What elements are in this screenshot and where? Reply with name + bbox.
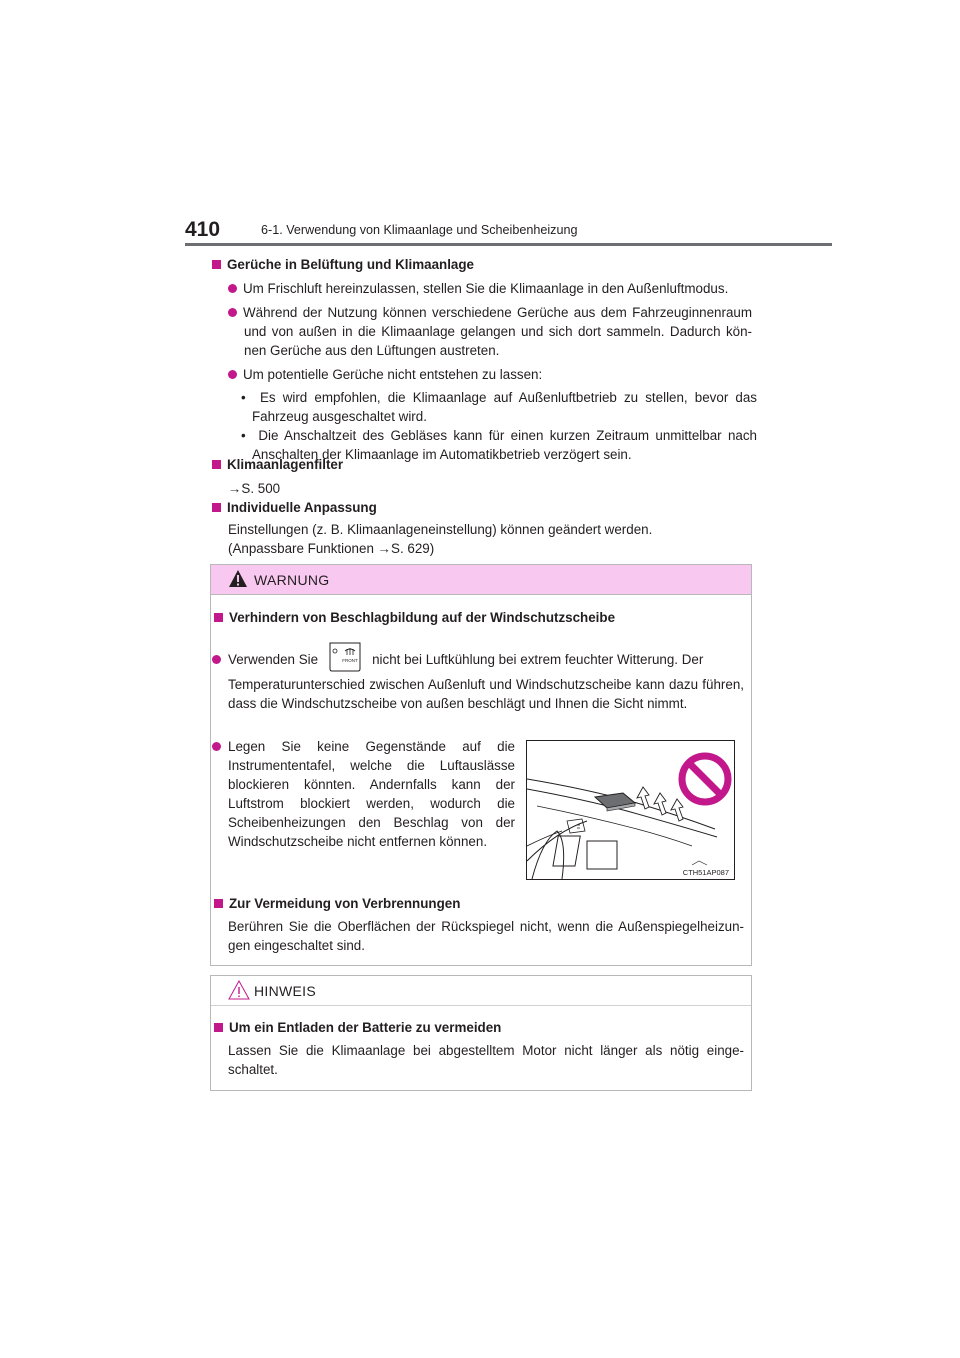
dashboard-drawing: [527, 741, 734, 879]
square-bullet-icon: [214, 899, 223, 908]
dashboard-illustration: [526, 740, 735, 880]
filter-page-ref[interactable]: →S. 500: [228, 481, 281, 496]
header-rule: [185, 243, 832, 246]
warning-objects-text: Legen Sie keine Gegenstände auf die Instrumententafel, welche die Luftauslässe blockieren könnten. Andernfalls kann der Luftstrom blockiert werden, wodurch die Scheibenheizungen den Beschlag von der Windschutzscheibe nicht entfernen können.: [228, 737, 515, 851]
round-bullet-icon: [212, 742, 221, 751]
warning-header: [211, 565, 751, 595]
square-bullet-icon: [212, 503, 221, 512]
square-bullet-icon: [212, 260, 221, 269]
odors-bullet-3: Um potentielle Gerüche nicht entstehen zu lassen:: [228, 365, 752, 384]
warning-label: WARNUNG: [254, 572, 330, 588]
warning-fog-heading: Verhindern von Beschlagbildung auf der Windschutzscheibe: [214, 608, 744, 627]
warning-burns-text: Berühren Sie die Oberflächen der Rückspiegel nicht, wenn die Außenspiegelheizun-gen eingeschaltet sind.: [228, 919, 744, 953]
warning-burns-section: [214, 894, 744, 955]
caution-triangle-icon: [228, 980, 250, 1000]
round-bullet-icon: [228, 308, 237, 317]
note-battery-text: Lassen Sie die Klimaanlage bei abgestelltem Motor nicht länger als nötig einge-schaltet.: [228, 1043, 744, 1077]
warning-triangle-icon: [228, 569, 248, 588]
odors-heading: [212, 255, 752, 274]
warning-fog-rest: Temperaturunterschied zwischen Außenluft und Windschutzscheibe kann dazu führen, dass die Windschutzscheibe von außen beschlägt und Ihnen die Sicht nimmt.: [228, 677, 744, 711]
warning-burns-heading: Zur Vermeidung von Verbrennungen: [214, 894, 744, 913]
filter-section: [212, 455, 752, 498]
front-button-text: FRONT: [342, 658, 358, 663]
odors-sub-2: • Die Anschaltzeit des Gebläses kann für einen kurzen Zeitraum unmittelbar nach Anschalten der Klimaanlage im Automatikbetrieb verzögert sein.: [241, 428, 757, 462]
square-bullet-icon: [214, 1023, 223, 1032]
note-battery-section: [214, 1018, 744, 1079]
note-header: [211, 976, 751, 1006]
page-number: 410: [185, 218, 221, 241]
section-title: 6-1. Verwendung von Klimaanlage und Scheibenheizung: [261, 223, 578, 237]
odors-title: Gerüche in Belüftung und Klimaanlage: [227, 257, 475, 272]
odors-bullet-2: Während der Nutzung können verschiedene Gerüche aus dem Fahrzeuginnenraum und von außen in die Klimaanlage gelangen und sich dort sammeln. Dadurch kön-nen Gerüche aus den Lüftungen austreten.: [228, 303, 752, 360]
round-bullet-icon: [228, 284, 237, 293]
note-label: HINWEIS: [254, 983, 316, 999]
customize-heading: Individuelle Anpassung: [212, 498, 752, 517]
square-bullet-icon: [214, 613, 223, 622]
customize-line-2: (Anpassbare Funktionen →S. 629): [228, 541, 435, 556]
odors-sub-1: • Es wird empfohlen, die Klimaanlage auf Außenluftbetrieb zu stellen, bevor das Fahrzeug ausgeschaltet wird.: [241, 390, 757, 424]
odors-bullet-1: Um Frischluft hereinzulassen, stellen Sie die Klimaanlage in den Außenluftmodus.: [228, 279, 752, 298]
figure-code: CTH51AP087: [682, 868, 729, 877]
round-bullet-icon: [228, 370, 237, 379]
square-bullet-icon: [212, 460, 221, 469]
round-bullet-icon: [212, 655, 221, 664]
customize-line-1: Einstellungen (z. B. Klimaanlageneinstellung) können geändert werden.: [228, 522, 653, 537]
filter-heading: Klimaanlagenfilter: [212, 455, 752, 474]
odors-section: [212, 255, 757, 464]
front-defroster-button-icon: [328, 642, 362, 672]
customize-section: [212, 498, 752, 558]
note-battery-heading: Um ein Entladen der Batterie zu vermeiden: [214, 1018, 744, 1037]
warning-fog-text: Verwenden Sie FRONT nicht bei Luftkühlung bei extrem feuchter Witterung. Der Temperaturunterschied zwischen Außenluft und Windschutzscheibe kann dazu führen, dass die Windschutzscheibe von außen beschlägt und Ihnen die Sicht nimmt.: [228, 642, 744, 713]
